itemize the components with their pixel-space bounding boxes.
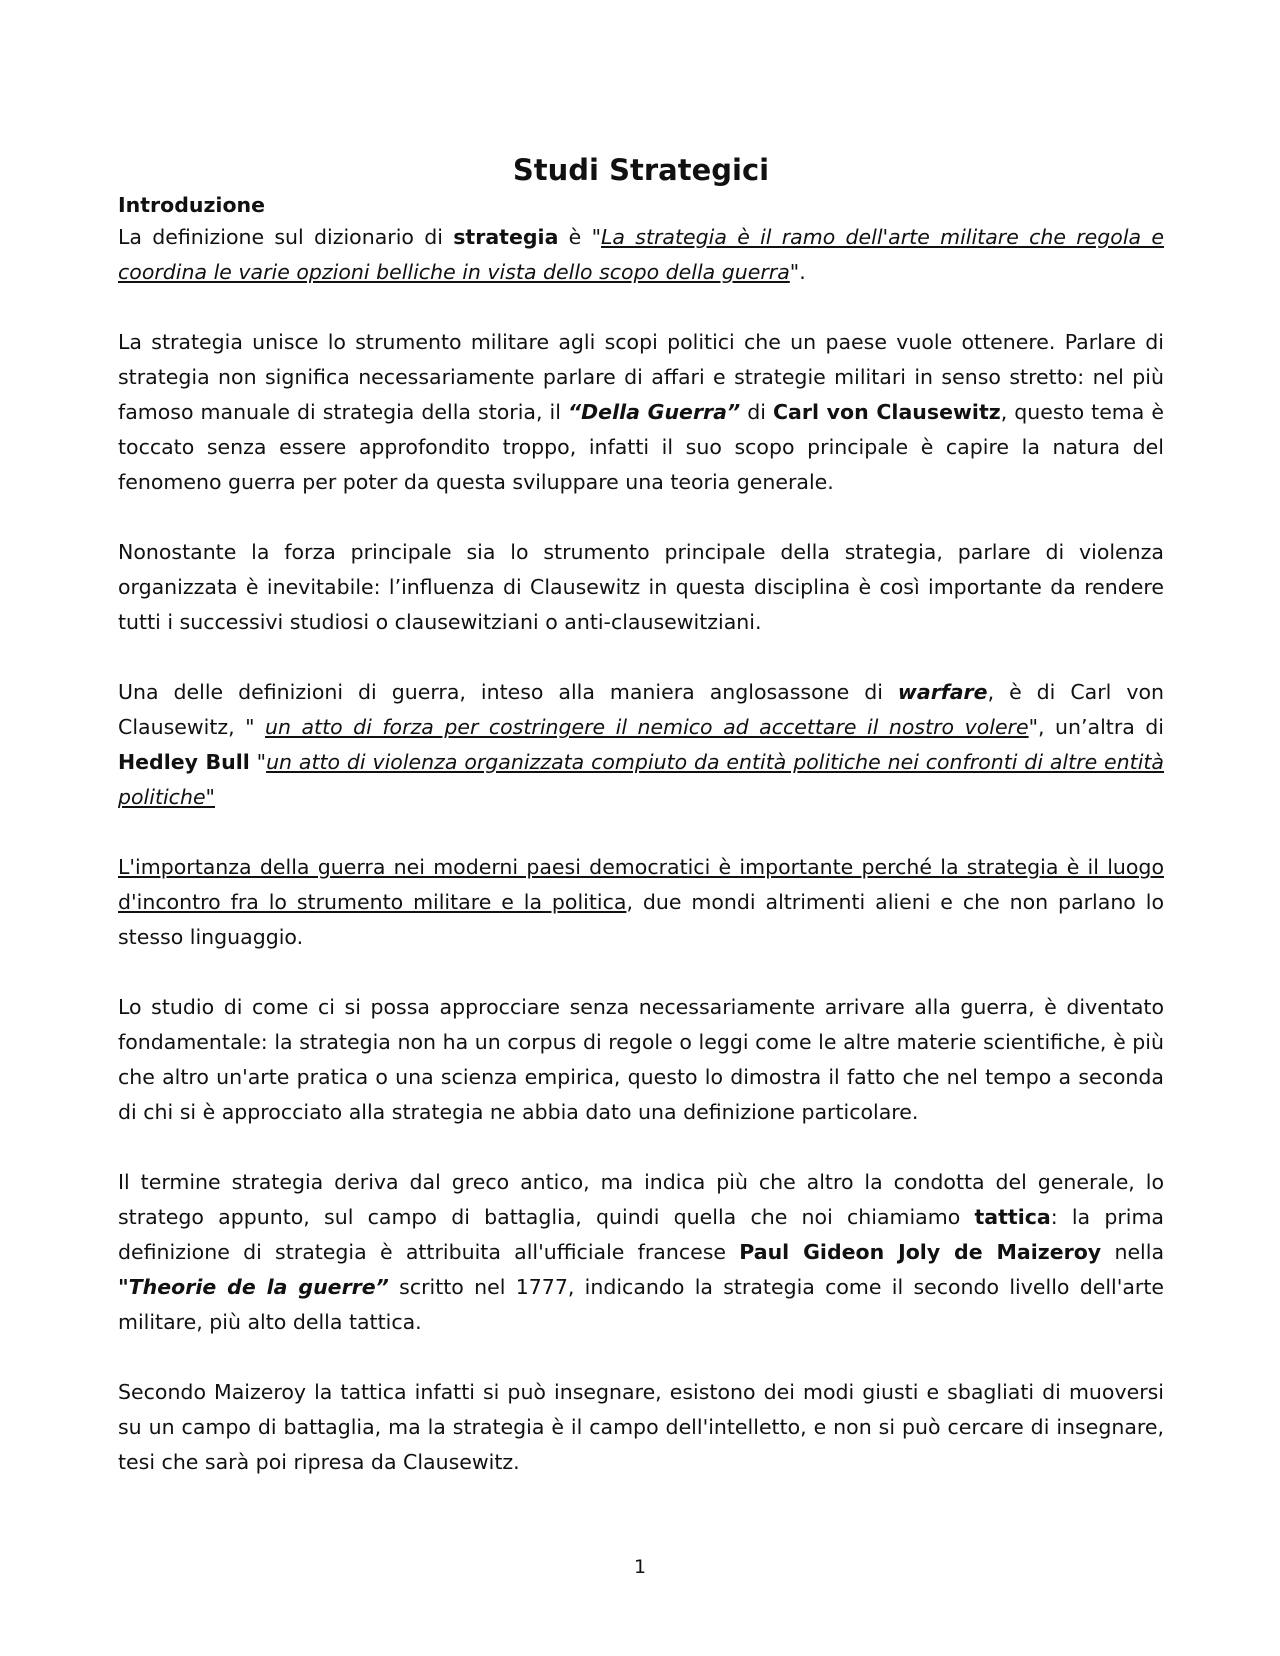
author-name: Hedley Bull (118, 750, 250, 774)
book-title: “Della Guerra” (567, 400, 741, 424)
text-run: , due mondi altrimenti alieni e che non parlano lo stesso linguaggio. (118, 890, 1164, 949)
bold-term: warfare (897, 680, 988, 704)
text-run: Una delle definizioni di guerra, inteso alla maniera anglosassone di (118, 680, 898, 704)
paragraph-war-definitions (118, 675, 1164, 815)
text-run: , questo tema è toccato senza essere approfondito troppo, infatti il suo scopo principale è capire la natura del fenomeno guerra per poter da questa sviluppare una teoria generale. (118, 400, 1164, 494)
page-number: 1 (633, 1556, 647, 1578)
paragraph-definition (118, 220, 1164, 290)
bold-term: strategia (453, 225, 559, 249)
text-run: è " (558, 225, 602, 249)
bull-quote: un atto di violenza organizzata compiuto da entità politiche nei confronti di altre entità politiche" (118, 750, 1164, 809)
text-run: " (249, 750, 267, 774)
book-title: "Theorie de la guerre” (118, 1275, 389, 1299)
text-run: ". (789, 260, 806, 284)
text-run: , è di Carl von Clausewitz, " (118, 680, 1164, 739)
text-run: ", un’altra di (1028, 715, 1164, 739)
text-run: nella (1101, 1240, 1165, 1264)
author-name: Carl von Clausewitz (773, 400, 1001, 424)
section-heading: Introduzione (118, 193, 266, 217)
paragraph-etymology (118, 1165, 1164, 1340)
document-body (118, 150, 1164, 1515)
paragraph-clausewitz (118, 325, 1164, 500)
dictionary-quote: La strategia è il ramo dell'arte militare che regola e coordina le varie opzioni belliche in vista dello scopo della guerra (118, 225, 1164, 284)
text-run: La definizione sul dizionario di (118, 225, 454, 249)
page-title: Studi Strategici (512, 153, 770, 187)
text-run: di (740, 400, 773, 424)
bold-term: tattica (974, 1205, 1051, 1229)
text-run: Il termine strategia deriva dal greco antico, ma indica più che altro la condotta del generale, lo stratego appunto, sul campo di battaglia, quindi quella che noi chiamiamo (118, 1170, 1164, 1229)
paragraph-maizeroy: Secondo Maizeroy la tattica infatti si può insegnare, esistono dei modi giusti e sbagliati di muoversi su un campo di battaglia, ma la strategia è il campo dell'intelletto, e non si può cercare di insegnare, tesi che sarà poi ripresa da Clausewitz. (118, 1380, 1164, 1474)
author-name: Paul Gideon Joly de Maizeroy (739, 1240, 1102, 1264)
clausewitz-quote: un atto di forza per costringere il nemico ad accettare il nostro volere (265, 715, 1029, 739)
underlined-text: L'importanza della guerra nei moderni paesi democratici è importante perché la strategia è il luogo d'incontro fra lo strumento militare e la politica (118, 855, 1164, 914)
paragraph-approach: Lo studio di come ci si possa approcciare senza necessariamente arrivare alla guerra, è diventato fondamentale: la strategia non ha un corpus di regole o leggi come le altre materie scientifiche, è più che altro un'arte pratica o una scienza empirica, questo lo dimostra il fatto che nel tempo a seconda di chi si è approcciato alla strategia ne abbia dato una definizione particolare. (118, 995, 1164, 1124)
paragraph-violence: Nonostante la forza principale sia lo strumento principale della strategia, parlare di violenza organizzata è inevitabile: l’influenza di Clausewitz in questa disciplina è così importante da rendere tutti i successivi studiosi o clausewitziani o anti-clausewitziani. (118, 540, 1164, 634)
paragraph-democracies (118, 850, 1164, 955)
text-run: La strategia unisce lo strumento militare agli scopi politici che un paese vuole ottenere. Parlare di strategia non significa necessariamente parlare di affari e strategie militari in senso stretto: nel più famoso manuale di strategia della storia, il (118, 330, 1164, 424)
text-run: scritto nel 1777, indicando la strategia come il secondo livello dell'arte militare, più alto della tattica. (118, 1275, 1164, 1334)
text-run: : la prima definizione di strategia è attribuita all'ufficiale francese (118, 1205, 1164, 1264)
